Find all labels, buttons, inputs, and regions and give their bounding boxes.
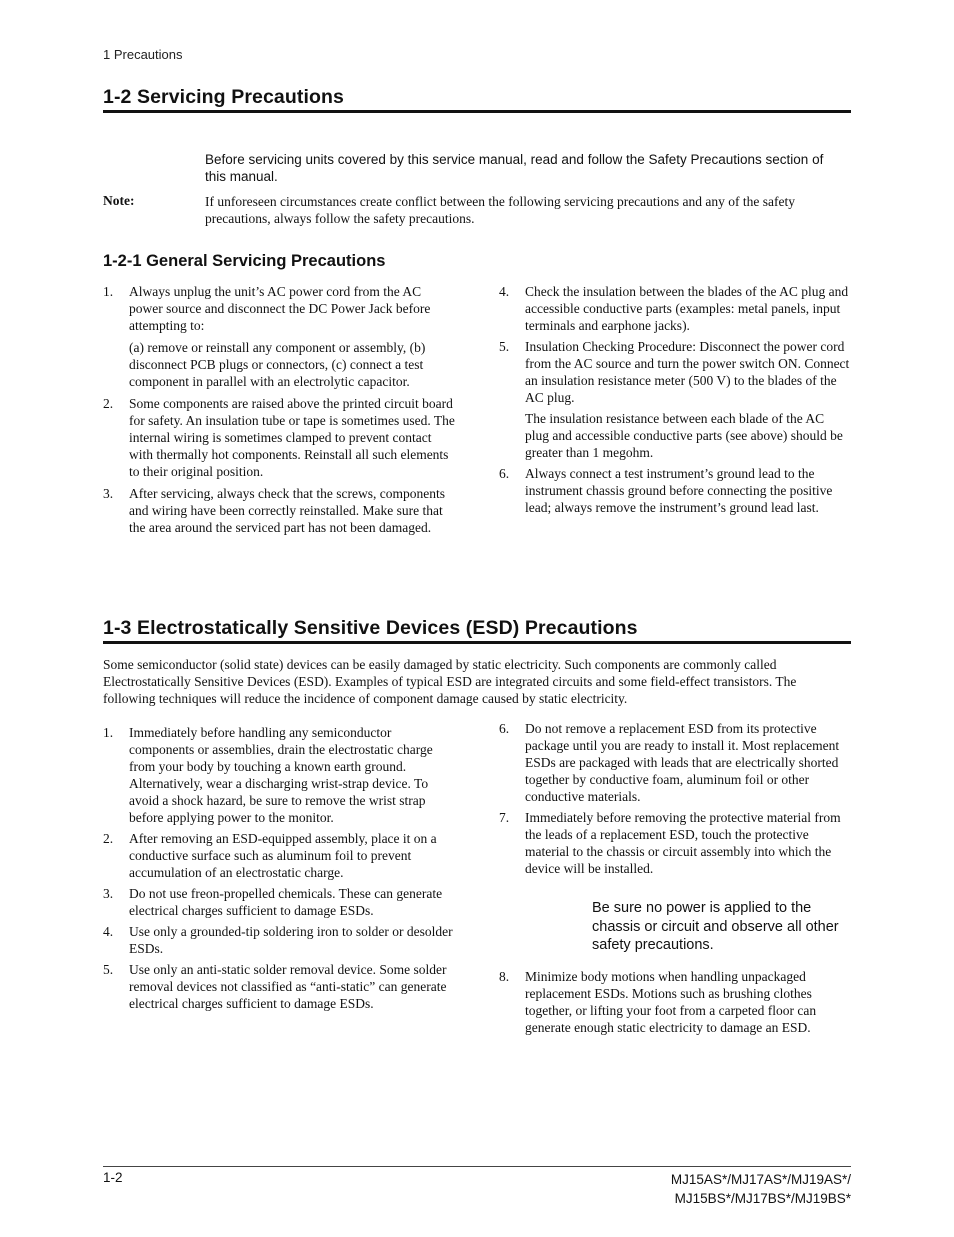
section-title-1-2: 1-2 Servicing Precautions	[103, 86, 344, 108]
general-precautions-list-right	[499, 283, 851, 516]
list-item-text: Minimize body motions when handling unpackaged replacement ESDs. Motions such as brushing clothes together, or lifting your foot from a carpeted floor can generate enough static electricity to damage an ESD.	[525, 969, 817, 1035]
list-item-text: Immediately before handling any semiconductor components or assemblies, drain the electrostatic charge from your body by touching a known earth ground. Alternatively, wear a discharging wrist-strap device. To avoid a shock hazard, be sure to remove the wrist strap before applying power to the monitor.	[129, 725, 433, 825]
list-item-number: 2.	[103, 396, 114, 411]
list-item	[499, 465, 851, 516]
list-item-text: After removing an ESD-equipped assembly, place it on a conductive surface such as aluminum foil to prevent accumulation of an electrostatic charge.	[129, 831, 437, 880]
list-item-number: 4.	[103, 924, 114, 939]
warning-note: Be sure no power is applied to the chassis or circuit and observe all other safety precautions.	[592, 900, 839, 953]
list-item-number: 5.	[499, 339, 510, 354]
esd-precautions-list-right-2	[499, 968, 851, 1036]
list-item-text: After servicing, always check that the screws, components and wiring have been correctly reinstalled. Make sure that the area around the serviced part has not been damaged.	[129, 486, 446, 535]
list-item	[103, 724, 455, 826]
list-item-number: 1.	[103, 284, 114, 299]
page-number: 1-2	[103, 1170, 123, 1185]
section-title-1-3: 1-3 Electrostatically Sensitive Devices (ESD) Precautions	[103, 617, 638, 639]
list-item-text: Use only an anti-static solder removal device. Some solder removal devices not classified as “anti-static” can generate electrical charges sufficient to damage ESDs.	[129, 962, 447, 1011]
list-item-text: Some components are raised above the printed circuit board for safety. An insulation tube or tape is sometimes used. The internal wiring is sometimes clamped to prevent contact with thermally hot components. Reinstall all such elements to their original position.	[129, 396, 455, 479]
note-text: If unforeseen circumstances create conflict between the following servicing precautions and any of the safety precautions, always follow the safety precautions.	[205, 194, 796, 226]
list-item-number: 7.	[499, 810, 510, 825]
esd-precautions-list-right	[499, 720, 851, 877]
list-item-text: Use only a grounded-tip soldering iron to solder or desolder ESDs.	[129, 924, 453, 956]
running-header: 1 Precautions	[103, 47, 183, 62]
list-item	[103, 885, 455, 919]
list-item	[103, 395, 455, 480]
list-item-number: 6.	[499, 466, 510, 481]
list-item-number: 4.	[499, 284, 510, 299]
list-item-text: Insulation Checking Procedure: Disconnect the power cord from the AC source and turn the power switch ON. Connect an insulation resistance meter (500 V) to the blades of the AC plug.	[525, 339, 850, 405]
list-item	[103, 961, 455, 1012]
footer-rule	[103, 1166, 851, 1167]
section-rule	[103, 641, 851, 644]
list-item-number: 5.	[103, 962, 114, 977]
esd-intro: Some semiconductor (solid state) devices can be easily damaged by static electricity. Such components are commonly called Electrostatically Sensitive Devices (ESD). Examples of typical ESD are integrated circuits and some field-effect transistors. The following techniques will reduce the incidence of component damage caused by static electricity.	[103, 657, 797, 706]
list-item	[499, 720, 851, 805]
list-item	[499, 809, 851, 877]
list-item-text: The insulation resistance between each blade of the AC plug and accessible conductive parts (see above) should be greater than 1 megohm.	[525, 411, 843, 460]
list-item-number: 3.	[103, 886, 114, 901]
list-item-number: 1.	[103, 725, 114, 740]
model-line-2: MJ15BS*/MJ17BS*/MJ19BS*	[674, 1191, 851, 1206]
note-label: Note:	[103, 193, 135, 208]
list-item	[103, 830, 455, 881]
servicing-intro: Before servicing units covered by this service manual, read and follow the Safety Precautions section of this manual.	[205, 152, 824, 184]
list-item	[499, 283, 851, 334]
list-item-number: 2.	[103, 831, 114, 846]
list-item-text: Do not remove a replacement ESD from its protective package until you are ready to install it. Most replacement ESDs are packaged with leads that are electrically shorted together by conductive foam, aluminum foil or other conductive materials.	[525, 721, 840, 804]
list-item	[103, 485, 455, 536]
list-item-text: Immediately before removing the protective material from the leads of a replacement ESD, touch the protective material to the chassis or circuit assembly into which the device will be installed.	[525, 810, 841, 876]
list-item	[103, 283, 455, 390]
list-item	[499, 968, 851, 1036]
section-rule	[103, 110, 851, 113]
list-item	[499, 338, 851, 461]
list-item-number: 8.	[499, 969, 510, 984]
list-item	[103, 923, 455, 957]
list-item-text: Do not use freon-propelled chemicals. These can generate electrical charges sufficient to damage ESDs.	[129, 886, 443, 918]
list-item-number: 6.	[499, 721, 510, 736]
general-precautions-list-left	[103, 283, 455, 536]
subsection-title-1-2-1: 1-2-1 General Servicing Precautions	[103, 252, 386, 270]
model-numbers	[671, 1170, 851, 1208]
list-item-text: (a) remove or reinstall any component or assembly, (b) disconnect PCB plugs or connectors, (c) connect a test component in parallel with an electrolytic capacitor.	[129, 340, 426, 389]
list-item-number: 3.	[103, 486, 114, 501]
list-item-text: Check the insulation between the blades of the AC plug and accessible conductive parts (examples: metal panels, input terminals and earphone jacks).	[525, 284, 849, 333]
model-line-1: MJ15AS*/MJ17AS*/MJ19AS*/	[670, 1172, 851, 1187]
list-item-text: Always connect a test instrument’s ground lead to the instrument chassis ground before connecting the positive lead; always remove the instrument’s ground lead last.	[525, 466, 833, 515]
esd-precautions-list-left	[103, 724, 455, 1012]
list-item-text: Always unplug the unit’s AC power cord from the AC power source and disconnect the DC Power Jack before attempting to:	[129, 284, 431, 333]
